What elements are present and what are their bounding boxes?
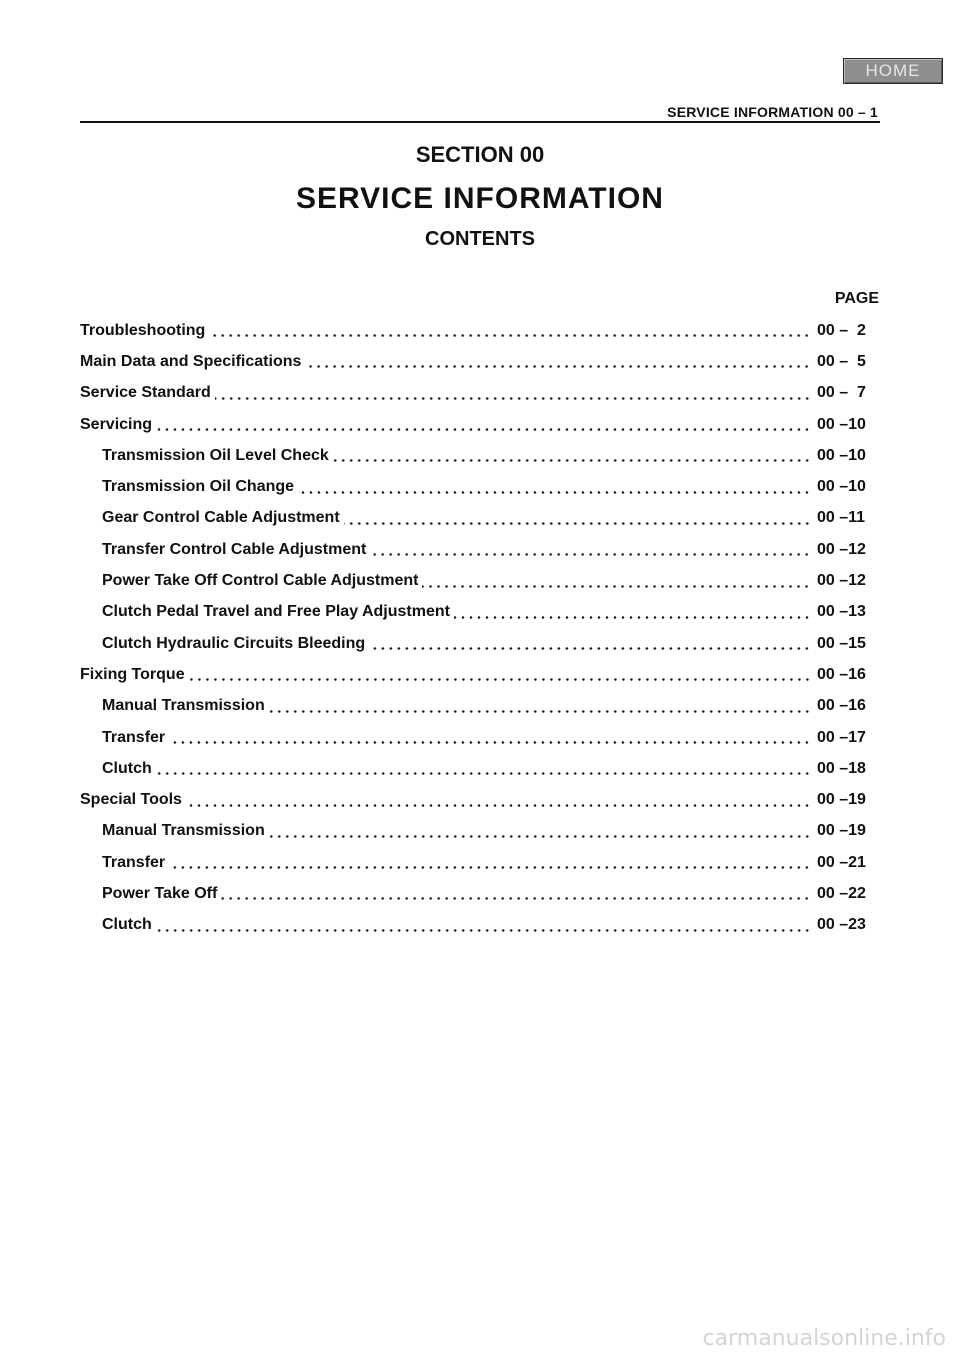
- toc-entry[interactable]: [80, 440, 879, 471]
- toc-dot-leader: [189, 678, 811, 681]
- toc-entry-title: Main Data and Specifications: [80, 352, 302, 370]
- toc-dot-leader: [209, 334, 811, 337]
- toc-entry-title: Manual Transmission: [102, 697, 265, 715]
- toc-entry-page: 00 –10: [817, 446, 866, 464]
- toc-entry-page: 00 –10: [817, 478, 866, 496]
- toc-entry-title: Clutch Hydraulic Circuits Bleeding: [102, 634, 366, 652]
- home-button[interactable]: HOME: [843, 58, 943, 84]
- toc-entry-title: Manual Transmission: [102, 822, 265, 840]
- toc-entry-page: 00 –12: [817, 572, 866, 590]
- toc-entry[interactable]: [80, 378, 879, 409]
- toc-entry-title: Transfer: [102, 728, 166, 746]
- page-column-label: PAGE: [834, 290, 879, 307]
- toc-dot-leader: [298, 491, 811, 494]
- toc-entry-page: 00 –15: [817, 634, 866, 652]
- toc-entry-page: 00 – 2: [817, 321, 866, 339]
- toc-entry[interactable]: [80, 346, 879, 377]
- toc-entry-title: Transmission Oil Level Check: [102, 446, 329, 464]
- watermark: carmanualsonline.info: [702, 1326, 946, 1351]
- toc-entry-page: 00 –16: [817, 697, 866, 715]
- toc-dot-leader: [305, 365, 811, 368]
- toc-dot-leader: [156, 929, 811, 932]
- toc-entry-page: 00 –16: [817, 665, 866, 683]
- toc-dot-leader: [370, 553, 811, 556]
- contents-heading: CONTENTS: [425, 228, 535, 250]
- toc-entry[interactable]: [80, 691, 879, 722]
- toc-dot-leader: [344, 522, 811, 525]
- toc-entry-title: Clutch: [102, 759, 152, 777]
- toc-entry-page: 00 – 5: [817, 352, 866, 370]
- toc-entry-page: 00 –12: [817, 540, 866, 558]
- toc-entry-page: 00 –17: [817, 728, 866, 746]
- toc-entry[interactable]: [80, 628, 879, 659]
- toc-entry[interactable]: [80, 659, 879, 690]
- section-label: SECTION 00: [415, 142, 545, 167]
- toc-entry-page: 00 –18: [817, 759, 866, 777]
- toc-dot-leader: [269, 835, 811, 838]
- toc-entry-page: 00 –23: [817, 916, 866, 934]
- toc-entry-title: Power Take Off: [102, 884, 218, 902]
- toc-dot-leader: [215, 397, 811, 400]
- toc-entry[interactable]: [80, 847, 879, 878]
- toc-entry-title: Servicing: [80, 415, 153, 433]
- toc-dot-leader: [333, 459, 811, 462]
- toc-dot-leader: [369, 647, 811, 650]
- toc-entry[interactable]: [80, 565, 879, 596]
- toc-dot-leader: [269, 710, 811, 713]
- toc-entry[interactable]: [80, 910, 879, 941]
- toc-entry-title: Transfer Control Cable Adjustment: [102, 540, 367, 558]
- toc-entry-page: 00 –11: [817, 509, 866, 527]
- running-header: SERVICE INFORMATION 00 – 1: [667, 104, 878, 120]
- toc-entry[interactable]: [80, 503, 879, 534]
- toc-dot-leader: [169, 866, 811, 869]
- toc-entry-page: 00 –22: [817, 884, 866, 902]
- toc-entry-title: Clutch Pedal Travel and Free Play Adjustment: [102, 603, 450, 621]
- toc-dot-leader: [454, 616, 811, 619]
- toc-dot-leader: [221, 897, 811, 900]
- toc-entry-title: Gear Control Cable Adjustment: [102, 509, 340, 527]
- toc-entry-title: Service Standard: [80, 384, 211, 402]
- toc-entry-page: 00 –19: [817, 822, 866, 840]
- toc-entry-title: Fixing Torque: [80, 665, 185, 683]
- toc-entry-page: 00 –19: [817, 791, 866, 809]
- toc-entry-title: Transfer: [102, 853, 166, 871]
- toc-entry[interactable]: [80, 784, 879, 815]
- toc-entry-page: 00 –13: [817, 603, 866, 621]
- toc-entry[interactable]: [80, 753, 879, 784]
- table-of-contents: [80, 315, 879, 941]
- toc-entry-title: Power Take Off Control Cable Adjustment: [102, 572, 419, 590]
- toc-entry-title: Transmission Oil Change: [102, 478, 295, 496]
- toc-entry[interactable]: [80, 534, 879, 565]
- toc-entry-title: Clutch: [102, 916, 152, 934]
- toc-entry[interactable]: [80, 597, 879, 628]
- header-rule: [80, 121, 880, 123]
- toc-entry[interactable]: [80, 878, 879, 909]
- toc-entry-page: 00 – 7: [817, 384, 866, 402]
- toc-entry[interactable]: [80, 471, 879, 502]
- toc-entry[interactable]: [80, 722, 879, 753]
- toc-dot-leader: [186, 804, 811, 807]
- toc-entry[interactable]: [80, 409, 879, 440]
- toc-entry[interactable]: [80, 816, 879, 847]
- toc-dot-leader: [169, 741, 811, 744]
- toc-entry-page: 00 –10: [817, 415, 866, 433]
- toc-entry-page: 00 –21: [817, 853, 866, 871]
- toc-entry[interactable]: [80, 315, 879, 346]
- toc-dot-leader: [422, 585, 811, 588]
- toc-dot-leader: [156, 772, 811, 775]
- toc-entry-title: Special Tools: [80, 791, 182, 809]
- toc-dot-leader: [156, 428, 811, 431]
- page-title: SERVICE INFORMATION: [296, 182, 664, 215]
- toc-entry-title: Troubleshooting: [80, 321, 206, 339]
